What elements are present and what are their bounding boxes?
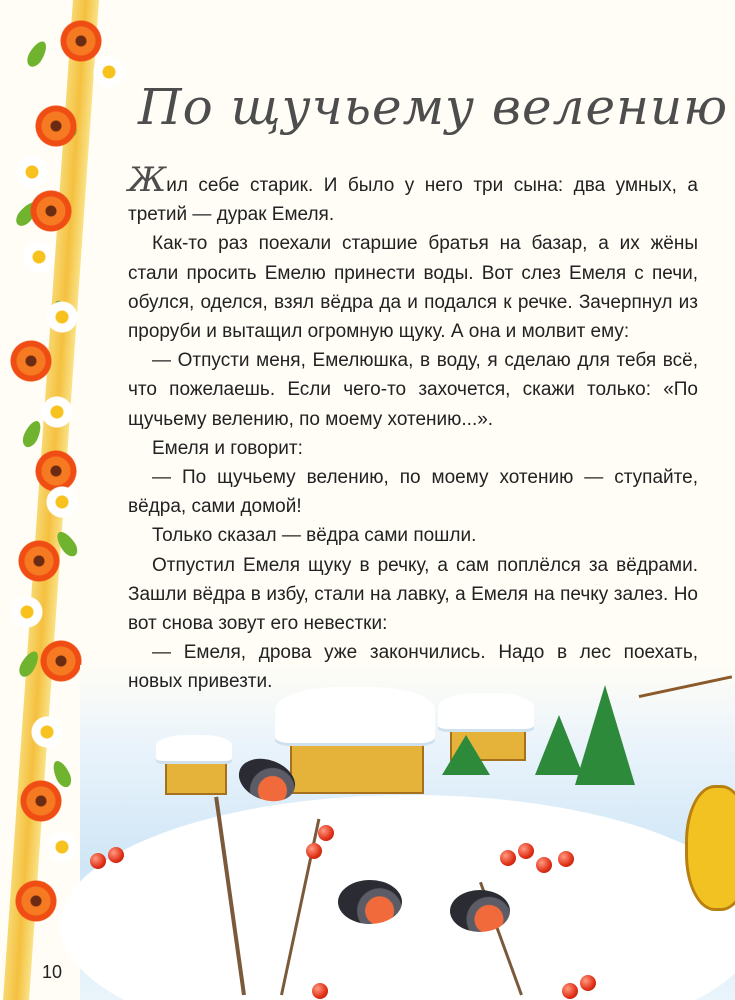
page-title: По щучьему велению bbox=[138, 78, 729, 136]
poppy-icon bbox=[35, 105, 77, 147]
paragraph: — Емеля, дрова уже закончились. Надо в лес поехать, новых привезти. bbox=[128, 642, 698, 693]
paragraph: Емеля и говорит: bbox=[152, 437, 303, 459]
paragraph: Отпустил Емеля щуку в речку, а сам поплёлся за вёдрами. Зашли вёдра в избу, стали на лавку, а Емеля на печку залез. Но вот снова зовут его невестки: bbox=[128, 554, 698, 635]
bullfinch-icon bbox=[338, 880, 402, 924]
paragraph bbox=[128, 160, 698, 229]
daisy-icon bbox=[92, 55, 126, 89]
fir-tree-icon bbox=[442, 735, 490, 775]
winter-scene-illustration bbox=[80, 665, 735, 1000]
page-number: 10 bbox=[42, 962, 63, 982]
daisy-icon bbox=[10, 595, 44, 629]
paragraph: — По щучьему велению, по моему хотению — ступайте, вёдра, сами домой! bbox=[128, 467, 698, 518]
poppy-icon bbox=[20, 780, 62, 822]
daisy-icon bbox=[15, 155, 49, 189]
daisy-icon bbox=[30, 715, 64, 749]
poppy-icon bbox=[18, 540, 60, 582]
poppy-icon bbox=[60, 20, 102, 62]
poppy-icon bbox=[30, 190, 72, 232]
poppy-icon bbox=[40, 640, 82, 682]
story-text bbox=[128, 160, 698, 697]
bullfinch-icon bbox=[450, 890, 510, 932]
poppy-icon bbox=[10, 340, 52, 382]
drop-cap: Ж bbox=[128, 160, 167, 200]
paragraph: — Отпусти меня, Емелюшка, в воду, я сделаю для тебя всё, что пожелаешь. Если чего-то захочется, скажи только: «По щучьему велению, по моему хотению...». bbox=[128, 350, 698, 430]
fir-tree-icon bbox=[575, 685, 635, 785]
poppy-icon bbox=[15, 880, 57, 922]
daisy-icon bbox=[45, 300, 79, 334]
paragraph: Как-то раз поехали старшие братья на базар, а их жёны стали просить Емелю принести воды. Вот слез Емеля с печи, обулся, оделся, взял вёдра да и подался к речке. Зачерпнул из проруби и вытащил огромную щуку. А она и молвит ему: bbox=[128, 233, 698, 343]
carved-ornament-icon bbox=[685, 785, 735, 911]
daisy-icon bbox=[45, 830, 79, 864]
daisy-icon bbox=[40, 395, 74, 429]
daisy-icon bbox=[45, 485, 79, 519]
paragraph: Только сказал — вёдра сами пошли. bbox=[152, 525, 477, 547]
daisy-icon bbox=[22, 240, 56, 274]
paragraph-text: ил себе старик. И было у него три сына: два умных, а третий — дурак Емеля. bbox=[128, 175, 698, 226]
